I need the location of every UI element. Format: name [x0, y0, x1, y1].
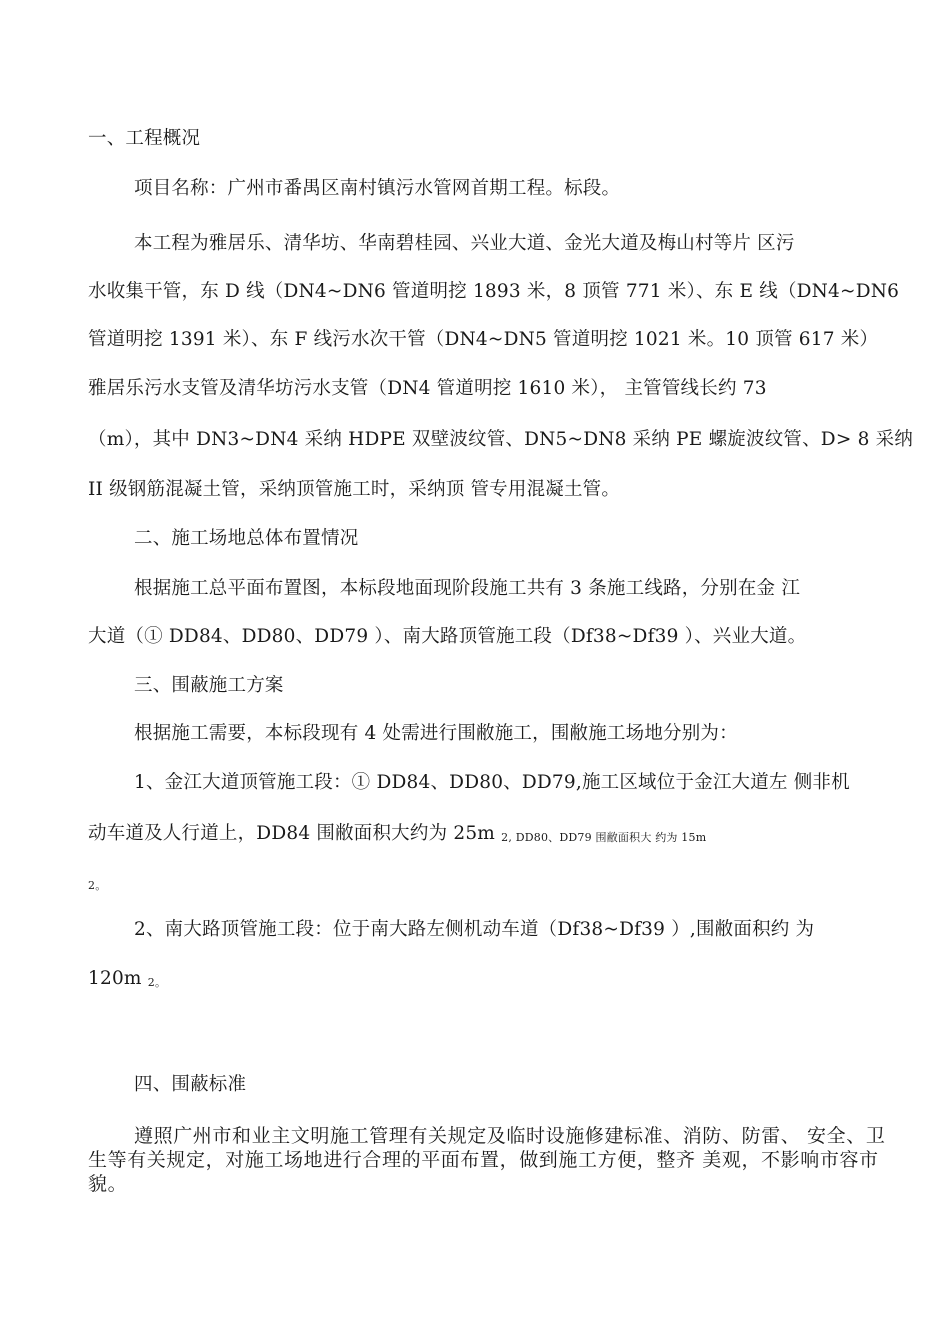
- standards-paragraph: 遵照广州市和业主文明施工管理有关规定及临时设施修建标准、消防、防雷、 安全、卫生等有关规定，对施工场地进行合理的平面布置，做到施工方便，整齐 美观，不影响市容市貌。: [88, 1125, 886, 1195]
- plan-item-2-line-1: 2、南大路顶管施工段：位于南大路左侧机动车道（Df38~Df39 ）,围敝面积约 为: [134, 919, 815, 940]
- plan-item-1-line-2: [88, 822, 894, 850]
- section-2-heading: 二、施工场地总体布置情况: [134, 528, 359, 549]
- section-1-heading: 一、工程概况: [88, 128, 201, 149]
- plan-item-1-line-1: 1、金江大道顶管施工段：① DD84、DD80、DD79,施工区域位于金江大道左 侧非机: [134, 772, 850, 793]
- overview-line-6: II 级钢筋混凝土管，采纳顶管施工时，采纳顶 管专用混凝土管。: [88, 479, 621, 500]
- overview-line-2: 水收集干管，东 D 线（DN4~DN6 管道明挖 1893 米，8 顶管 771 米）、东 E 线（DN4~DN6: [88, 281, 900, 302]
- layout-line-1: 根据施工总平面布置图，本标段地面现阶段施工共有 3 条施工线路，分别在金 江: [134, 578, 801, 599]
- section-3-heading: 三、围蔽施工方案: [134, 675, 284, 696]
- plan-intro: 根据施工需要，本标段现有 4 处需进行围敝施工，围敝施工场地分别为：: [134, 723, 738, 744]
- overview-line-1-text: 本工程为雅居乐、清华坊、华南碧桂园、兴业大道、金光大道及梅山村等片 区污: [134, 233, 795, 254]
- project-name: 项目名称：广州市番禺区南村镇污水管网首期工程。标段。: [134, 178, 621, 199]
- plan-item-1-text-b: 2, DD80、DD79 围敝面积大 约为 15m: [501, 831, 707, 844]
- section-4-heading: 四、围蔽标准: [134, 1074, 247, 1095]
- overview-line-4: 雅居乐污水支管及清华坊污水支管（DN4 管道明挖 1610 米）， 主管管线长约 73: [88, 378, 767, 399]
- plan-item-2-line-2: [88, 967, 894, 995]
- plan-item-1-text-c: 2。: [88, 879, 107, 892]
- plan-item-1-line-3: [88, 870, 894, 898]
- layout-line-2: 大道（① DD84、DD80、DD79 ）、南大路顶管施工段（Df38~Df39 ）、兴业大道。: [88, 626, 807, 647]
- overview-line-3: 管道明挖 1391 米）、东 F 线污水次干管（DN4~DN5 管道明挖 1021 米。10 顶管 617 米）: [88, 329, 879, 350]
- plan-item-1-text-a: 动车道及人行道上，DD84 围敝面积大约为 25m: [88, 823, 496, 844]
- plan-item-2-text-b: 2。: [147, 976, 167, 989]
- overview-line-5: （m），其中 DN3~DN4 采纳 HDPE 双壁波纹管、DN5~DN8 采纳 PE 螺旋波纹管、D> 8 采纳: [88, 429, 914, 450]
- overview-line-1: [134, 232, 894, 256]
- plan-item-2-text-a: 120m: [88, 968, 142, 989]
